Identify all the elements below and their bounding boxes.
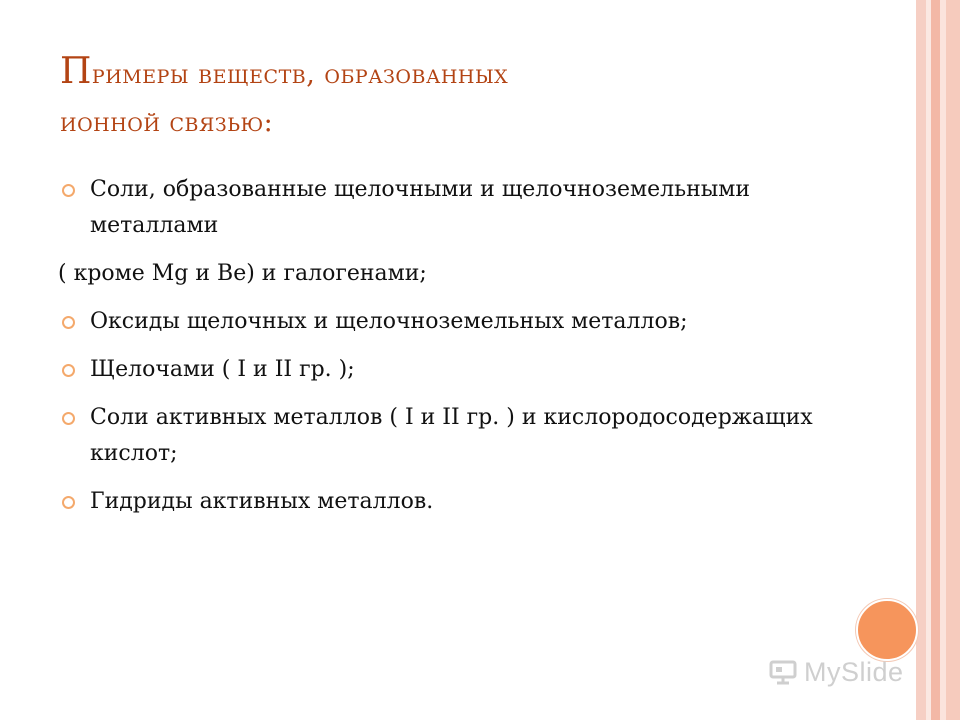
watermark-text: MySlide bbox=[804, 656, 904, 687]
list-item bbox=[62, 400, 822, 472]
list-item-text: Соли активных металлов ( I и II гр. ) и кислородосодержащих кислот; bbox=[90, 405, 813, 466]
myslide-watermark bbox=[768, 656, 904, 688]
slide-title bbox=[60, 48, 860, 147]
list-item-continuation bbox=[58, 256, 822, 292]
list-item-text: Оксиды щелочных и щелочноземельных металлов; bbox=[90, 309, 688, 334]
decorative-stripes bbox=[916, 0, 960, 720]
list-item-text: ( кроме Mg и Be) и галогенами; bbox=[58, 261, 427, 286]
title-line-2: ионной связью: bbox=[60, 107, 274, 138]
list-item-text: Щелочами ( I и II гр. ); bbox=[90, 357, 355, 382]
stripe bbox=[931, 0, 940, 720]
bullet-icon bbox=[62, 412, 75, 425]
bullet-icon bbox=[62, 316, 75, 329]
list-item-text: Соли, образованные щелочными и щелочноземельными металлами bbox=[90, 177, 751, 238]
title-line-1-text: римеры веществ, образованных bbox=[91, 59, 509, 90]
bullet-icon bbox=[62, 496, 75, 509]
decorative-circle bbox=[856, 599, 918, 661]
title-line-1 bbox=[60, 48, 860, 99]
bullet-list bbox=[58, 172, 822, 520]
list-item bbox=[62, 304, 822, 340]
stripe bbox=[946, 0, 960, 720]
bullet-icon bbox=[62, 184, 75, 197]
stripe bbox=[916, 0, 926, 720]
list-item bbox=[62, 172, 822, 244]
title-initial: П bbox=[60, 51, 92, 92]
bullet-icon bbox=[62, 364, 75, 377]
presentation-icon bbox=[768, 659, 798, 685]
list-item bbox=[62, 484, 822, 520]
list-item bbox=[62, 352, 822, 388]
list-item-text: Гидриды активных металлов. bbox=[90, 489, 434, 514]
